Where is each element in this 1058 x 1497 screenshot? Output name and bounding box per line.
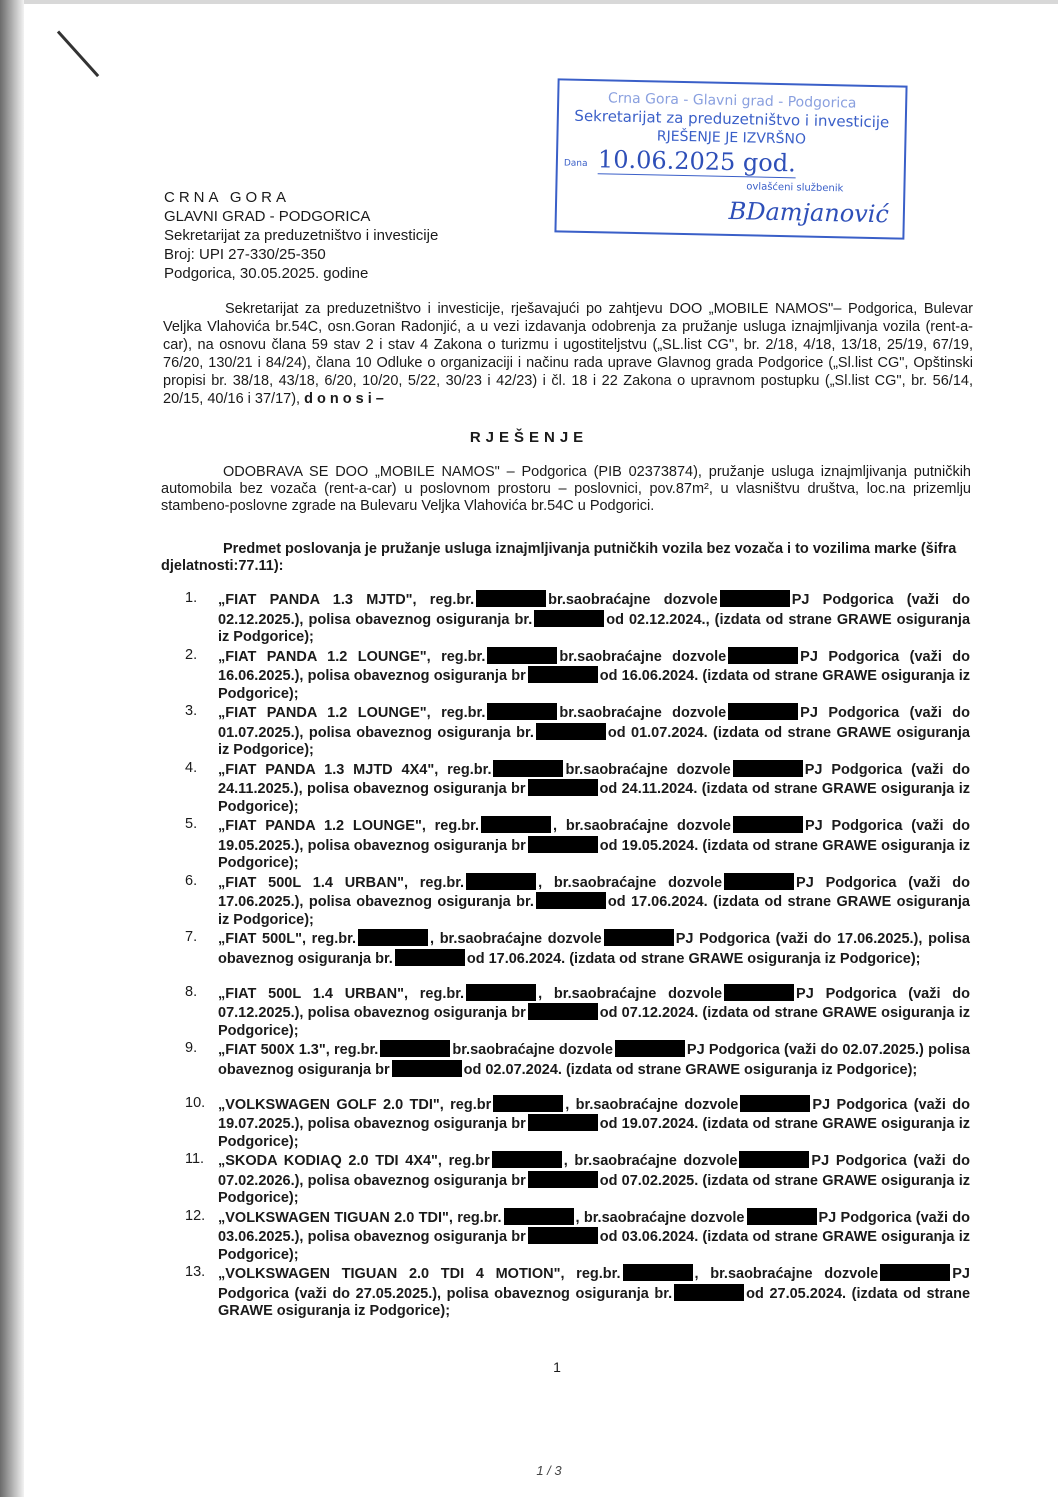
item-text <box>218 703 970 760</box>
approval-paragraph: ODOBRAVA SE DOO „MOBILE NAMOS" – Podgorica (PIB 02373874), pružanje usluga iznajmljivanja putničkih automobila bez vozača (rent-a-car) u poslovnom prostoru – poslovnici, pov.87m², u vlasništvu društva, loc.na prizemlju stambeno-poslovne zgrade na Bulevaru Veljka Vlahovića br.54C u Podgorici. <box>161 464 971 514</box>
redaction-box <box>492 1151 562 1168</box>
item-number: 10. <box>185 1094 206 1111</box>
item-text-segment: „SKODA KODIAQ 2.0 TDI 4X4", reg.br <box>218 1153 490 1170</box>
item-text <box>218 816 970 873</box>
item-text <box>218 590 970 647</box>
item-number: 11. <box>185 1151 205 1168</box>
scan-edge <box>0 0 24 1497</box>
vehicle-list <box>185 590 970 1321</box>
stamp-line2: Sekretarijat za preduzetništvo i investicije <box>574 106 890 132</box>
city: GLAVNI GRAD - PODGORICA <box>164 208 371 225</box>
country: CRNA GORA <box>164 189 291 206</box>
vehicle-item <box>185 984 970 1041</box>
item-text-segment: „FIAT 500L", reg.br. <box>218 931 356 947</box>
item-text-segment: br.saobraćajne dozvole <box>565 761 731 778</box>
vehicle-item <box>185 1040 970 1095</box>
item-text-segment: br.saobraćajne dozvole <box>559 648 727 665</box>
item-number: 9. <box>185 1040 198 1057</box>
item-text-segment: , br.saobraćajne dozvole <box>694 1266 879 1283</box>
item-text-segment: PJ Podgorica (važi do 03.06.2025.), polisa obaveznog osiguranja br <box>218 1209 970 1246</box>
redaction-box <box>493 1095 563 1112</box>
vehicle-item <box>185 1151 970 1208</box>
redaction-box <box>720 590 790 607</box>
stamp-date-value: 10.06.2025 god. <box>597 145 797 178</box>
page-number: 1 <box>553 1359 561 1375</box>
vehicle-item <box>185 647 970 704</box>
item-text <box>218 984 970 1041</box>
executed-stamp <box>554 78 907 239</box>
item-number: 2. <box>185 646 198 663</box>
item-text-segment: PJ Podgorica (važi do 27.05.2025.), polisa obaveznog osiguranja br. <box>218 1266 970 1302</box>
item-number: 4. <box>185 759 198 776</box>
item-text-segment: „FIAT PANDA 1.3 MJTD 4X4", reg.br. <box>218 761 492 778</box>
vehicle-item <box>185 1208 970 1265</box>
redaction-box <box>674 1284 744 1301</box>
item-text-segment: od 02.07.2024. (izdata od strane GRAWE osiguranja iz Podgorice); <box>463 1061 918 1078</box>
vehicle-item <box>185 1095 970 1152</box>
item-text-segment: , br.saobraćajne dozvole <box>538 874 723 891</box>
redaction-box <box>615 1040 685 1057</box>
item-number: 6. <box>185 872 198 889</box>
item-text-segment: od 17.06.2024. (izdata od strane GRAWE osiguranja iz Podgorice); <box>218 894 971 928</box>
item-text-segment: „FIAT 500L 1.4 URBAN", reg.br. <box>218 874 465 891</box>
redaction-box <box>880 1264 950 1281</box>
item-text-segment: „VOLKSWAGEN TIGUAN 2.0 TDI", reg.br. <box>218 1209 502 1226</box>
redaction-box <box>476 590 546 607</box>
vehicle-item <box>185 760 970 817</box>
vehicle-item <box>185 873 970 930</box>
item-text-segment: PJ Podgorica (važi do 17.06.2025.), polisa obaveznog osiguranja br. <box>218 931 970 967</box>
scan-edge-top <box>24 0 1058 4</box>
item-text <box>218 760 970 817</box>
pen-mark <box>57 30 99 77</box>
item-text-segment: od 16.06.2024. (izdata od strane GRAWE osiguranja iz Podgorice); <box>218 668 970 702</box>
item-number: 5. <box>185 816 198 832</box>
redaction-box <box>528 779 598 796</box>
redaction-box <box>739 1151 809 1168</box>
intro-end: d o n o s i – <box>304 391 384 407</box>
item-text <box>218 1040 970 1095</box>
redaction-box <box>733 760 803 777</box>
vehicle-item <box>185 929 970 984</box>
item-text-segment: „FIAT PANDA 1.3 MJTD", reg.br. <box>218 592 475 608</box>
intro-text: Sekretarijat za preduzetništvo i investicije, rješavajući po zahtjevu DOO „MOBILE NAMOS"– Podgorica, Bulevar Veljka Vlahovića br.54C, osn.Goran Radonjić, a u vezi izdavanja odobrenja za pružanje usluga iznajmljivanja vozila (rent-a-car), na osnovu člana 59 stav 2 i stav 4 Zakona o turizmu i ugostiteljstvu („SL.list CG", br. 2/18, 4/18, 13/18, 25/19, 67/19, 76/20, 130/21 i 84/24), člana 10 Odluke o organizaciji i načinu rada uprave Glavnog grada Podgorice („Sl.list CG", Opštinski propisi br. 38/18, 43/18, 6/20, 10/20, 5/22, 30/23 i 42/23) i čl. 18 i 22 Zakona o upravnom postupku („Sl.list CG", br. 56/14, 20/15, 40/16 i 37/17), <box>163 301 973 407</box>
item-text-segment: „FIAT PANDA 1.2 LOUNGE", reg.br. <box>218 705 486 721</box>
redaction-box <box>504 1208 574 1225</box>
stamp-officer: ovlašćeni službenik <box>746 181 844 195</box>
document-date: Podgorica, 30.05.2025. godine <box>164 265 369 282</box>
item-text-segment: od 27.05.2024. (izdata od strane GRAWE osiguranja iz Podgorice); <box>218 1285 971 1320</box>
case-number: Broj: UPI 27-330/25-350 <box>164 246 326 263</box>
redaction-box <box>536 892 606 909</box>
redaction-box <box>747 1208 817 1225</box>
redaction-box <box>740 1095 810 1112</box>
item-text-segment: „FIAT PANDA 1.2 LOUNGE", reg.br. <box>218 648 486 665</box>
item-text-segment: PJ Podgorica (važi do 24.11.2025.), polisa obaveznog osiguranja br <box>218 761 970 797</box>
redaction-box <box>528 836 598 853</box>
item-text-segment: od 17.06.2024. (izdata od strane GRAWE osiguranja iz Podgorice); <box>466 950 921 967</box>
document-header <box>164 188 438 283</box>
item-text-segment: „VOLKSWAGEN GOLF 2.0 TDI", reg.br <box>218 1096 492 1113</box>
item-text-segment: , br.saobraćajne dozvole <box>563 1153 738 1170</box>
item-text <box>218 1208 970 1265</box>
item-text-segment: „VOLKSWAGEN TIGUAN 2.0 TDI 4 MOTION", reg.br. <box>218 1266 621 1283</box>
item-text-segment: PJ Podgorica (važi do 19.05.2025.), polisa obaveznog osiguranja br <box>218 818 971 854</box>
redaction-box <box>466 873 536 890</box>
item-text <box>218 647 970 704</box>
item-text-segment: PJ Podgorica (važi do 07.02.2026.), polisa obaveznog osiguranja br <box>218 1153 971 1189</box>
redaction-box <box>536 723 606 740</box>
item-text <box>218 1264 970 1321</box>
redaction-box <box>528 1003 598 1020</box>
redaction-box <box>623 1264 693 1281</box>
redaction-box <box>534 610 604 627</box>
item-text-segment: br.saobraćajne dozvole <box>452 1042 613 1059</box>
item-number: 12. <box>185 1207 206 1224</box>
item-text-segment: , br.saobraćajne dozvole <box>565 1096 739 1113</box>
item-text-segment: od 07.12.2024. (izdata od strane GRAWE osiguranja iz Podgorice); <box>218 1005 970 1039</box>
stamp-line1: Crna Gora - Glavni grad - Podgorica <box>607 90 857 112</box>
business-subject: Predmet poslovanja je pružanje usluga iznajmljivanja putničkih vozila bez vozača i to vozilima marke (šifra djelatnosti:77.11): <box>161 541 957 574</box>
vehicle-item <box>185 816 970 873</box>
redaction-box <box>528 1171 598 1188</box>
item-text-segment: od 19.07.2024. (izdata od strane GRAWE osiguranja iz Podgorice); <box>218 1116 970 1150</box>
item-text-segment: PJ Podgorica (važi do 01.07.2025.), polisa obaveznog osiguranja br. <box>218 705 971 741</box>
item-text <box>218 1151 970 1208</box>
redaction-box <box>358 929 428 946</box>
item-text-segment: PJ Podgorica (važi do 02.12.2025.), polisa obaveznog osiguranja br. <box>218 592 970 628</box>
item-text-segment: PJ Podgorica (važi do 16.06.2025.), polisa obaveznog osiguranja br <box>218 648 971 684</box>
redaction-box <box>528 1114 598 1131</box>
redaction-box <box>724 873 794 890</box>
item-text <box>218 873 970 930</box>
document-title: RJEŠENJE <box>469 429 589 446</box>
vehicle-item <box>185 590 970 647</box>
item-text <box>218 929 970 984</box>
item-text-segment: „FIAT 500L 1.4 URBAN", reg.br. <box>218 985 465 1002</box>
stamp-date-label: Dana <box>563 158 588 169</box>
redaction-box <box>724 984 794 1001</box>
redaction-box <box>487 647 557 664</box>
item-text-segment: PJ Podgorica (važi do 17.06.2025.), polisa obaveznog osiguranja br. <box>218 874 971 910</box>
vehicle-item <box>185 703 970 760</box>
redaction-box <box>395 949 465 966</box>
item-number: 7. <box>185 929 198 945</box>
item-text-segment: od 01.07.2024. (izdata od strane GRAWE osiguranja iz Podgorice); <box>218 724 971 758</box>
item-text-segment: od 19.05.2024. (izdata od strane GRAWE osiguranja iz Podgorice); <box>218 837 970 871</box>
redaction-box <box>528 666 598 683</box>
item-text-segment: , br.saobraćajne dozvole <box>430 931 602 947</box>
redaction-box <box>493 760 563 777</box>
item-number: 1. <box>185 590 198 606</box>
item-text-segment: br.saobraćajne dozvole <box>559 705 727 721</box>
redaction-box <box>392 1060 462 1077</box>
vehicle-item <box>185 1264 970 1321</box>
redaction-box <box>733 816 803 833</box>
item-text-segment: od 03.06.2024. (izdata od strane GRAWE osiguranja iz Podgorice); <box>218 1229 970 1263</box>
item-text-segment: , br.saobraćajne dozvole <box>538 985 723 1002</box>
redaction-box <box>728 647 798 664</box>
department: Sekretarijat za preduzetništvo i investicije <box>164 227 439 244</box>
item-text-segment: od 07.02.2025. (izdata od strane GRAWE osiguranja iz Podgorice); <box>218 1172 970 1207</box>
item-text-segment: PJ Podgorica (važi do 02.07.2025.) polisa obaveznog osiguranja br <box>218 1042 970 1078</box>
item-text-segment: „FIAT 500X 1.3", reg.br. <box>218 1042 379 1059</box>
item-text-segment: od 02.12.2024., (izdata od strane GRAWE osiguranja iz Podgorice); <box>218 611 971 645</box>
redaction-box <box>604 929 674 946</box>
item-text-segment: „FIAT PANDA 1.2 LOUNGE", reg.br. <box>218 818 479 834</box>
intro-paragraph <box>163 300 973 408</box>
redaction-box <box>380 1040 450 1057</box>
redaction-box <box>528 1227 598 1244</box>
item-text <box>218 1095 970 1152</box>
item-text-segment: od 24.11.2024. (izdata od strane GRAWE osiguranja iz Podgorice); <box>218 781 970 815</box>
item-text-segment: , br.saobraćajne dozvole <box>553 818 731 834</box>
redaction-box <box>487 703 557 720</box>
item-number: 8. <box>185 983 198 1000</box>
item-text-segment: br.saobraćajne dozvole <box>548 592 718 608</box>
page-counter: 1 / 3 <box>536 1463 562 1478</box>
signature: BDamjanović <box>728 196 890 229</box>
redaction-box <box>728 703 798 720</box>
redaction-box <box>466 984 536 1001</box>
item-number: 3. <box>185 703 198 719</box>
item-number: 13. <box>185 1264 206 1281</box>
item-text-segment: , br.saobraćajne dozvole <box>575 1209 745 1226</box>
redaction-box <box>481 816 551 833</box>
stamp-line3: RJEŠENJE JE IZVRŠNO <box>656 128 807 148</box>
item-text-segment: PJ Podgorica (važi do 19.07.2025.), polisa obaveznog osiguranja br <box>218 1096 971 1133</box>
item-text-segment: PJ Podgorica (važi do 07.12.2025.), polisa obaveznog osiguranja br <box>218 985 971 1022</box>
